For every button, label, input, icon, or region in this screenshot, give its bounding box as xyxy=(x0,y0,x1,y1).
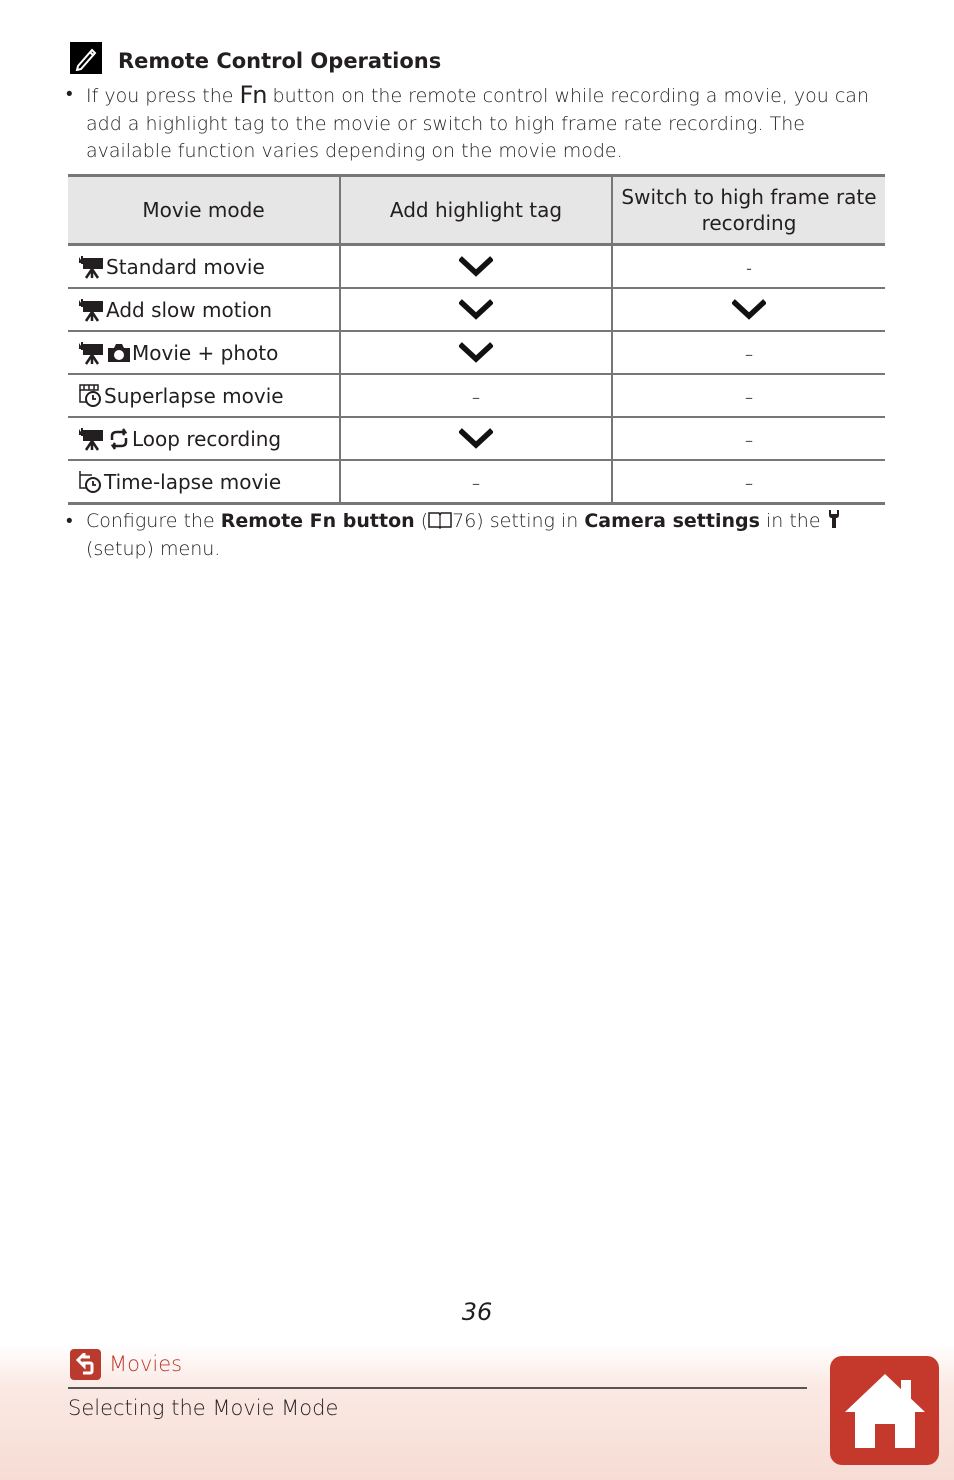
header-add-highlight-tag: Add highlight tag xyxy=(340,176,612,245)
book-ref-icon xyxy=(428,511,452,529)
table-row xyxy=(68,245,885,289)
note-title: Remote Control Operations xyxy=(118,49,442,73)
movie-camera-icon xyxy=(78,427,106,451)
high-frame-rate-cell xyxy=(612,460,885,504)
check-icon xyxy=(459,427,493,451)
bullet1-text-b: button on the remote control while recording a movie, you can add a highlight tag to the movie or switch to high frame rate recording. The available function varies depending on the movie mode. xyxy=(86,85,869,162)
bullet2-text-b: ( xyxy=(414,510,429,532)
high-frame-rate-cell xyxy=(612,288,885,331)
back-to-movies-link[interactable] xyxy=(70,1348,182,1380)
bullet2-text-e: (setup) menu. xyxy=(86,537,221,560)
header-high-frame-rate: Switch to high frame rate recording xyxy=(612,176,885,245)
bullet-remote-fn-info xyxy=(66,81,888,166)
highlight-tag-cell xyxy=(340,417,612,460)
movie-mode-label: Loop recording xyxy=(132,426,282,451)
movie-camera-icon xyxy=(78,341,106,365)
movie-camera-icon xyxy=(78,255,106,279)
table-row xyxy=(68,288,885,331)
movie-mode-label: Movie + photo xyxy=(132,340,279,365)
check-icon xyxy=(459,341,493,365)
time-lapse-icon xyxy=(78,470,104,494)
high-frame-rate-cell xyxy=(612,331,885,374)
bullet2-text-d: in the xyxy=(759,510,827,532)
movie-mode-label: Superlapse movie xyxy=(104,383,284,408)
not-available-dash: – xyxy=(745,430,753,450)
camera-settings-term: Camera settings xyxy=(584,510,760,532)
table-header-row xyxy=(68,176,885,245)
bullet2-text-c: ) setting in xyxy=(476,510,585,532)
table-row xyxy=(68,331,885,374)
highlight-tag-cell xyxy=(340,460,612,504)
movie-mode-label: Add slow motion xyxy=(106,297,273,322)
highlight-tag-cell xyxy=(340,288,612,331)
bullet-dot: • xyxy=(66,83,73,105)
home-icon xyxy=(841,1370,929,1452)
remote-fn-button-term: Remote Fn button xyxy=(220,510,415,532)
high-frame-rate-cell xyxy=(612,245,885,289)
breadcrumb: Selecting the Movie Mode xyxy=(68,1396,339,1420)
not-available-dash: – xyxy=(745,387,753,407)
movie-mode-cell xyxy=(68,331,340,374)
bullet-dot: • xyxy=(66,510,73,532)
movie-mode-label: Time-lapse movie xyxy=(104,469,282,494)
bullet1-text-a: If you press the xyxy=(86,85,240,107)
check-icon xyxy=(732,298,766,322)
not-available-dash: – xyxy=(745,344,753,364)
loop-icon xyxy=(106,428,132,450)
movie-mode-cell xyxy=(68,245,340,289)
page-number: 36 xyxy=(461,1298,493,1326)
movie-mode-cell xyxy=(68,288,340,331)
table-row xyxy=(68,417,885,460)
highlight-tag-cell xyxy=(340,374,612,417)
bullet2-text-a: Configure the xyxy=(86,510,221,532)
check-icon xyxy=(459,298,493,322)
note-heading xyxy=(70,42,441,74)
movie-mode-cell xyxy=(68,460,340,504)
back-link-label: Movies xyxy=(109,1352,183,1376)
camera-icon xyxy=(106,342,132,364)
page-ref-link[interactable]: 76 xyxy=(452,510,477,532)
wrench-icon xyxy=(827,509,841,529)
table-row xyxy=(68,374,885,417)
superlapse-icon xyxy=(78,384,104,408)
movie-mode-cell xyxy=(68,417,340,460)
highlight-tag-cell xyxy=(340,331,612,374)
table-row xyxy=(68,460,885,504)
check-icon xyxy=(459,255,493,279)
movie-camera-icon xyxy=(78,298,106,322)
not-available-dash: – xyxy=(472,387,480,407)
high-frame-rate-cell xyxy=(612,417,885,460)
movie-mode-label: Standard movie xyxy=(106,254,265,279)
movie-mode-cell xyxy=(68,374,340,417)
home-button[interactable] xyxy=(830,1356,939,1465)
movie-mode-table xyxy=(68,174,885,505)
highlight-tag-cell xyxy=(340,245,612,289)
bullet-configure xyxy=(66,508,888,563)
pencil-note-icon xyxy=(70,42,102,74)
header-movie-mode: Movie mode xyxy=(68,176,340,245)
fn-button-glyph: Fn xyxy=(239,81,267,109)
back-arrow-icon xyxy=(70,1349,101,1380)
not-available-dash: – xyxy=(745,473,753,493)
not-available-dash: – xyxy=(472,473,480,493)
high-frame-rate-cell xyxy=(612,374,885,417)
footer-divider xyxy=(68,1387,807,1389)
not-available-dash: - xyxy=(746,258,752,278)
